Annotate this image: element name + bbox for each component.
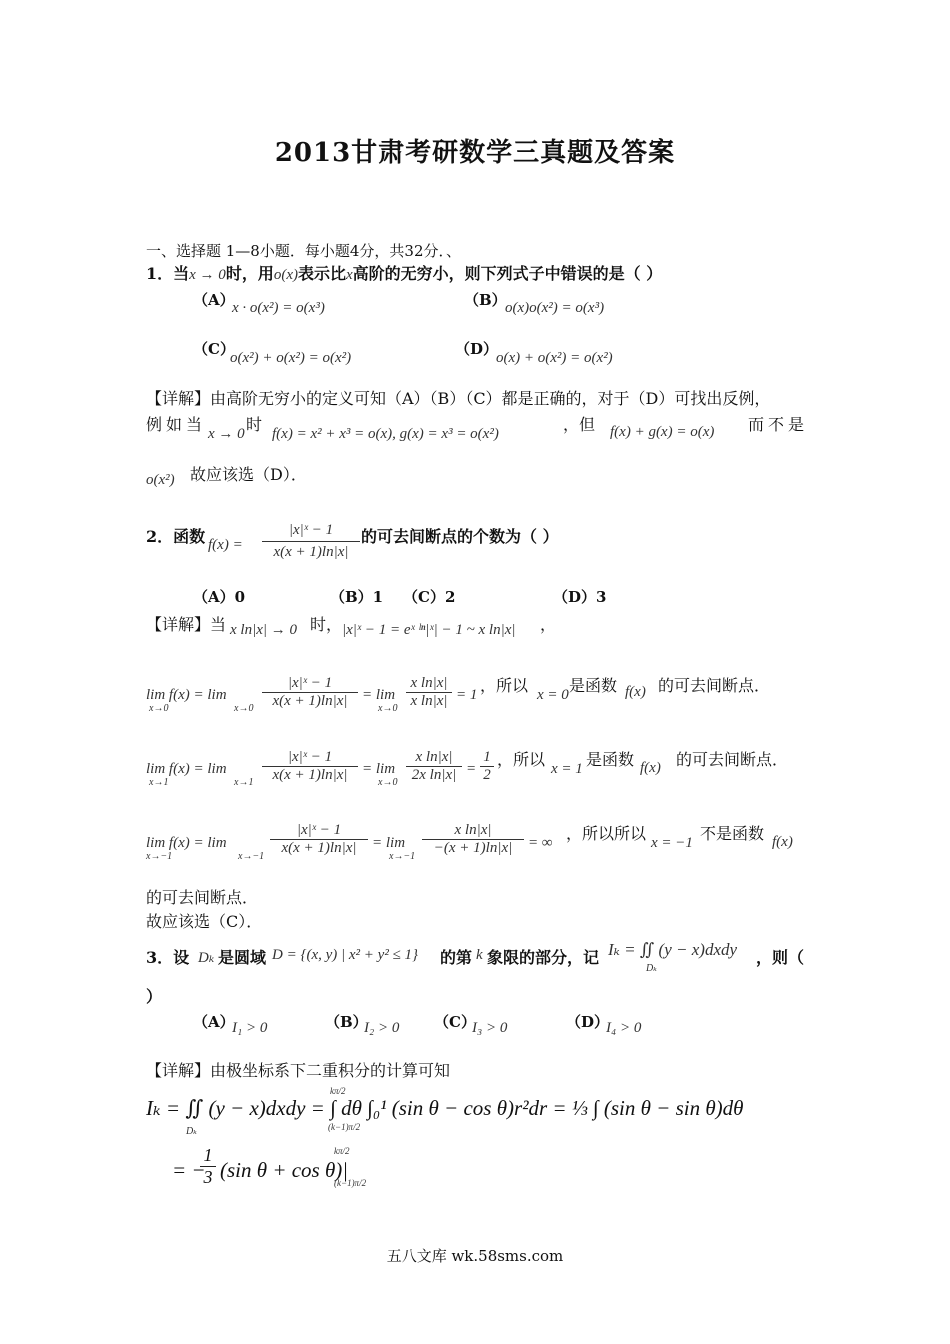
q2-lim1-lhs: lim f(x) = lim (146, 687, 227, 703)
q3-option-a-expr: I₁ > 0 (232, 1020, 268, 1036)
q2-detail-b: 时， (310, 615, 343, 634)
q1-option-b-label: （B） (464, 291, 507, 309)
q2-option-d: （D）3 (553, 588, 607, 606)
q2-f-lhs: f(x) = (208, 537, 243, 553)
q3-option-c-label: （C） (434, 1013, 476, 1031)
q2-lim1-pt: x = 0 (537, 687, 569, 703)
q2-lim1-sub2: x→0 (234, 703, 254, 714)
q2-f-fraction (262, 522, 360, 561)
q2-lim3-pt: x = −1 (651, 835, 693, 851)
q3-eq2-pre: = − (172, 1158, 206, 1182)
section-heading: 一、选择题 1—8小题．每小题4分，共32分．、 (146, 242, 461, 260)
q2-lim2-sub1: x→1 (149, 777, 169, 788)
q3-dk: Dₖ (198, 950, 215, 966)
q2-lim3-t2: 不是函数 (700, 824, 765, 843)
q2-f-denominator: x(x + 1)ln|x| (273, 544, 349, 560)
q2-stem-post: 的可去间断点的个数为（ ） (361, 527, 559, 546)
q2-lim1-t3: 的可去间断点． (658, 676, 771, 695)
q2-lim2-frac2 (406, 749, 462, 784)
q3-eq2-lo: (k−1)π/2 (334, 1178, 367, 1188)
q2-lim2-num1: |x|ˣ − 1 (262, 749, 358, 767)
q2-lim2-res-frac (480, 749, 494, 784)
q1-detail-conclusion: 故应该选（D）． (190, 465, 307, 484)
q2-option-c: （C）2 (403, 588, 456, 606)
q2-lim1-mid: = lim (362, 687, 396, 703)
q1-option-c-label: （C） (193, 340, 235, 358)
q2-lim1-frac1 (262, 675, 358, 710)
q3-ik-sub: Dₖ (646, 963, 657, 974)
q3-eq2-body: (sin θ + cos θ)| (220, 1158, 349, 1182)
q2-lim3-sub2: x→−1 (238, 851, 265, 862)
q2-option-b: （B）1 (330, 588, 384, 606)
q2-lim3-den1: x(x + 1)ln|x| (281, 840, 357, 856)
q3-stem-post: ，则（ (756, 948, 805, 967)
q3-eq1-sub: Dₖ (186, 1126, 197, 1137)
q1-detail-c: ，但 (563, 415, 596, 434)
q2-lim2-den2: 2x ln|x| (411, 767, 457, 783)
q1-option-a-expr: x · o(x²) = o(x³) (232, 300, 325, 316)
q2-lim3-frac2 (422, 822, 524, 857)
q1-option-d-label: （D） (455, 340, 499, 358)
q2-lim3-mid: = lim (372, 835, 406, 851)
q3-stem-line2: ） (146, 987, 163, 1006)
q3-eq2-frac (200, 1145, 216, 1188)
q1-option-d-expr: o(x) + o(x²) = o(x²) (496, 350, 613, 366)
q1-option-c-expr: o(x²) + o(x²) = o(x²) (230, 350, 352, 366)
q1-detail-expr2: f(x) + g(x) = o(x) (610, 424, 715, 440)
q2-lim1-sub3: x→0 (378, 703, 398, 714)
q1-detail-cond: x → 0 (208, 426, 245, 442)
q2-lim2-t3: 的可去间断点． (676, 750, 789, 769)
q1-stem: 1．当x → 0时，用o(x)表示比x高阶的无穷小，则下列式子中错误的是（ ） (146, 264, 663, 283)
q2-lim1-num2: x ln|x| (406, 675, 452, 693)
page-title: 2013甘肃考研数学三真题及答案 (274, 138, 676, 168)
q2-lim3-sub1: x→−1 (146, 851, 173, 862)
q3-option-d-expr: I₄ > 0 (606, 1020, 642, 1036)
q1-detail-d: 而不是 (748, 415, 809, 434)
page-footer: 五八文库 wk.58sms.com (386, 1247, 564, 1265)
q2-lim2-t2: 是函数 (586, 750, 635, 769)
q1-option-a-label: （A） (193, 291, 235, 309)
q2-detail-cond: x ln|x| → 0 (230, 622, 297, 638)
q2-lim1-fx: f(x) (625, 684, 646, 700)
q2-lim3-num1: |x|ˣ − 1 (270, 822, 368, 840)
q3-option-b-label: （B） (325, 1013, 368, 1031)
q2-lim2-res-num: 1 (480, 749, 494, 767)
q2-lim2-frac1 (262, 749, 358, 784)
q2-lim2-t1: ，所以 (497, 750, 546, 769)
q2-lim2-lhs: lim f(x) = lim (146, 761, 227, 777)
q3-eq1-lim-lo: (k−1)π/2 (328, 1122, 361, 1132)
q1-detail-expr3: o(x²) (146, 472, 175, 488)
q2-lim1-num1: |x|ˣ − 1 (262, 675, 358, 693)
q3-stem-mid3: 象限的部分，记 (487, 948, 600, 967)
q2-detail-expr: |x|ˣ − 1 = eˣ ˡⁿ|ˣ| − 1 ~ x ln|x| (342, 622, 516, 638)
q2-lim2-den1: x(x + 1)ln|x| (272, 767, 348, 783)
q3-eq2-up: kπ/2 (334, 1146, 350, 1156)
q2-lim2-mid: = lim (362, 761, 396, 777)
q2-lim3-t1: ，所以所以 (566, 824, 647, 843)
q3-eq2-den: 3 (203, 1167, 213, 1187)
q3-stem-mid2: 的第 (440, 948, 473, 967)
q2-lim2-res-eq: = (466, 761, 477, 777)
q2-lim3-res: = ∞ (528, 835, 553, 851)
q2-lim3-den2: −(x + 1)ln|x| (433, 840, 513, 856)
q2-lim1-res: = 1 (456, 687, 478, 703)
q2-lim2-num2: x ln|x| (406, 749, 462, 767)
q3-eq1-lim-up: kπ/2 (330, 1086, 346, 1096)
q2-lim3-num2: x ln|x| (422, 822, 524, 840)
q2-lim2-sub3: x→0 (378, 777, 398, 788)
q2-lim2-pt: x = 1 (551, 761, 583, 777)
q2-lim3-frac1 (270, 822, 368, 857)
q2-detail-c: ， (540, 615, 557, 634)
q3-option-d-label: （D） (566, 1013, 610, 1031)
q3-stem-pre: 3．设 (146, 948, 190, 967)
q3-domain: D = {(x, y) | x² + y² ≤ 1} (272, 947, 419, 963)
q2-lim1-sub1: x→0 (149, 703, 169, 714)
q1-detail-b: 时 (246, 415, 263, 434)
q2-f-numerator: |x|ˣ − 1 (262, 522, 360, 542)
q3-option-a-label: （A） (193, 1013, 235, 1031)
q1-detail-expr1: f(x) = x² + x³ = o(x), g(x) = x³ = o(x²) (272, 426, 499, 442)
q3-ik: Iₖ = ∬ (y − x)dxdy (608, 940, 738, 959)
q3-eq2-num: 1 (200, 1145, 216, 1167)
q1-detail-line1: 【详解】由高阶无穷小的定义可知（A）（B）（C）都是正确的，对于（D）可找出反例， (146, 389, 771, 408)
q2-lim1-t2: 是函数 (569, 676, 618, 695)
q2-option-a: （A）0 (193, 588, 246, 606)
q2-tail-2: 故应该选（C）． (146, 912, 263, 931)
q1-detail-a: 例如当 (146, 415, 207, 434)
q2-lim1-frac2 (406, 675, 452, 710)
q3-k: k (476, 947, 483, 963)
q2-lim3-fx: f(x) (772, 834, 793, 850)
q2-tail-1: 的可去间断点． (146, 888, 259, 907)
q2-lim1-t1: ，所以 (480, 676, 529, 695)
q3-option-b-expr: I₂ > 0 (364, 1020, 400, 1036)
q2-lim2-sub2: x→1 (234, 777, 254, 788)
q3-stem-mid: 是圆域 (218, 948, 267, 967)
q2-stem-pre: 2．函数 (146, 527, 206, 546)
q2-lim2-fx: f(x) (640, 760, 661, 776)
q2-lim1-den2: x ln|x| (410, 693, 448, 709)
q3-detail: 【详解】由极坐标系下二重积分的计算可知 (146, 1061, 451, 1080)
q2-detail-a: 【详解】当 (146, 615, 227, 634)
q3-option-c-expr: I₃ > 0 (472, 1020, 508, 1036)
q3-eq1: Iₖ = ∬ (y − x)dxdy = ∫ dθ ∫₀¹ (sin θ − cos θ)r²dr = ⅓ ∫ (sin θ − sin θ)dθ (146, 1096, 744, 1120)
q2-lim2-res-den: 2 (483, 767, 491, 783)
q2-lim3-sub3: x→−1 (389, 851, 416, 862)
q2-lim3-lhs: lim f(x) = lim (146, 835, 227, 851)
q2-lim1-den1: x(x + 1)ln|x| (272, 693, 348, 709)
q1-option-b-expr: o(x)o(x²) = o(x³) (505, 300, 605, 316)
